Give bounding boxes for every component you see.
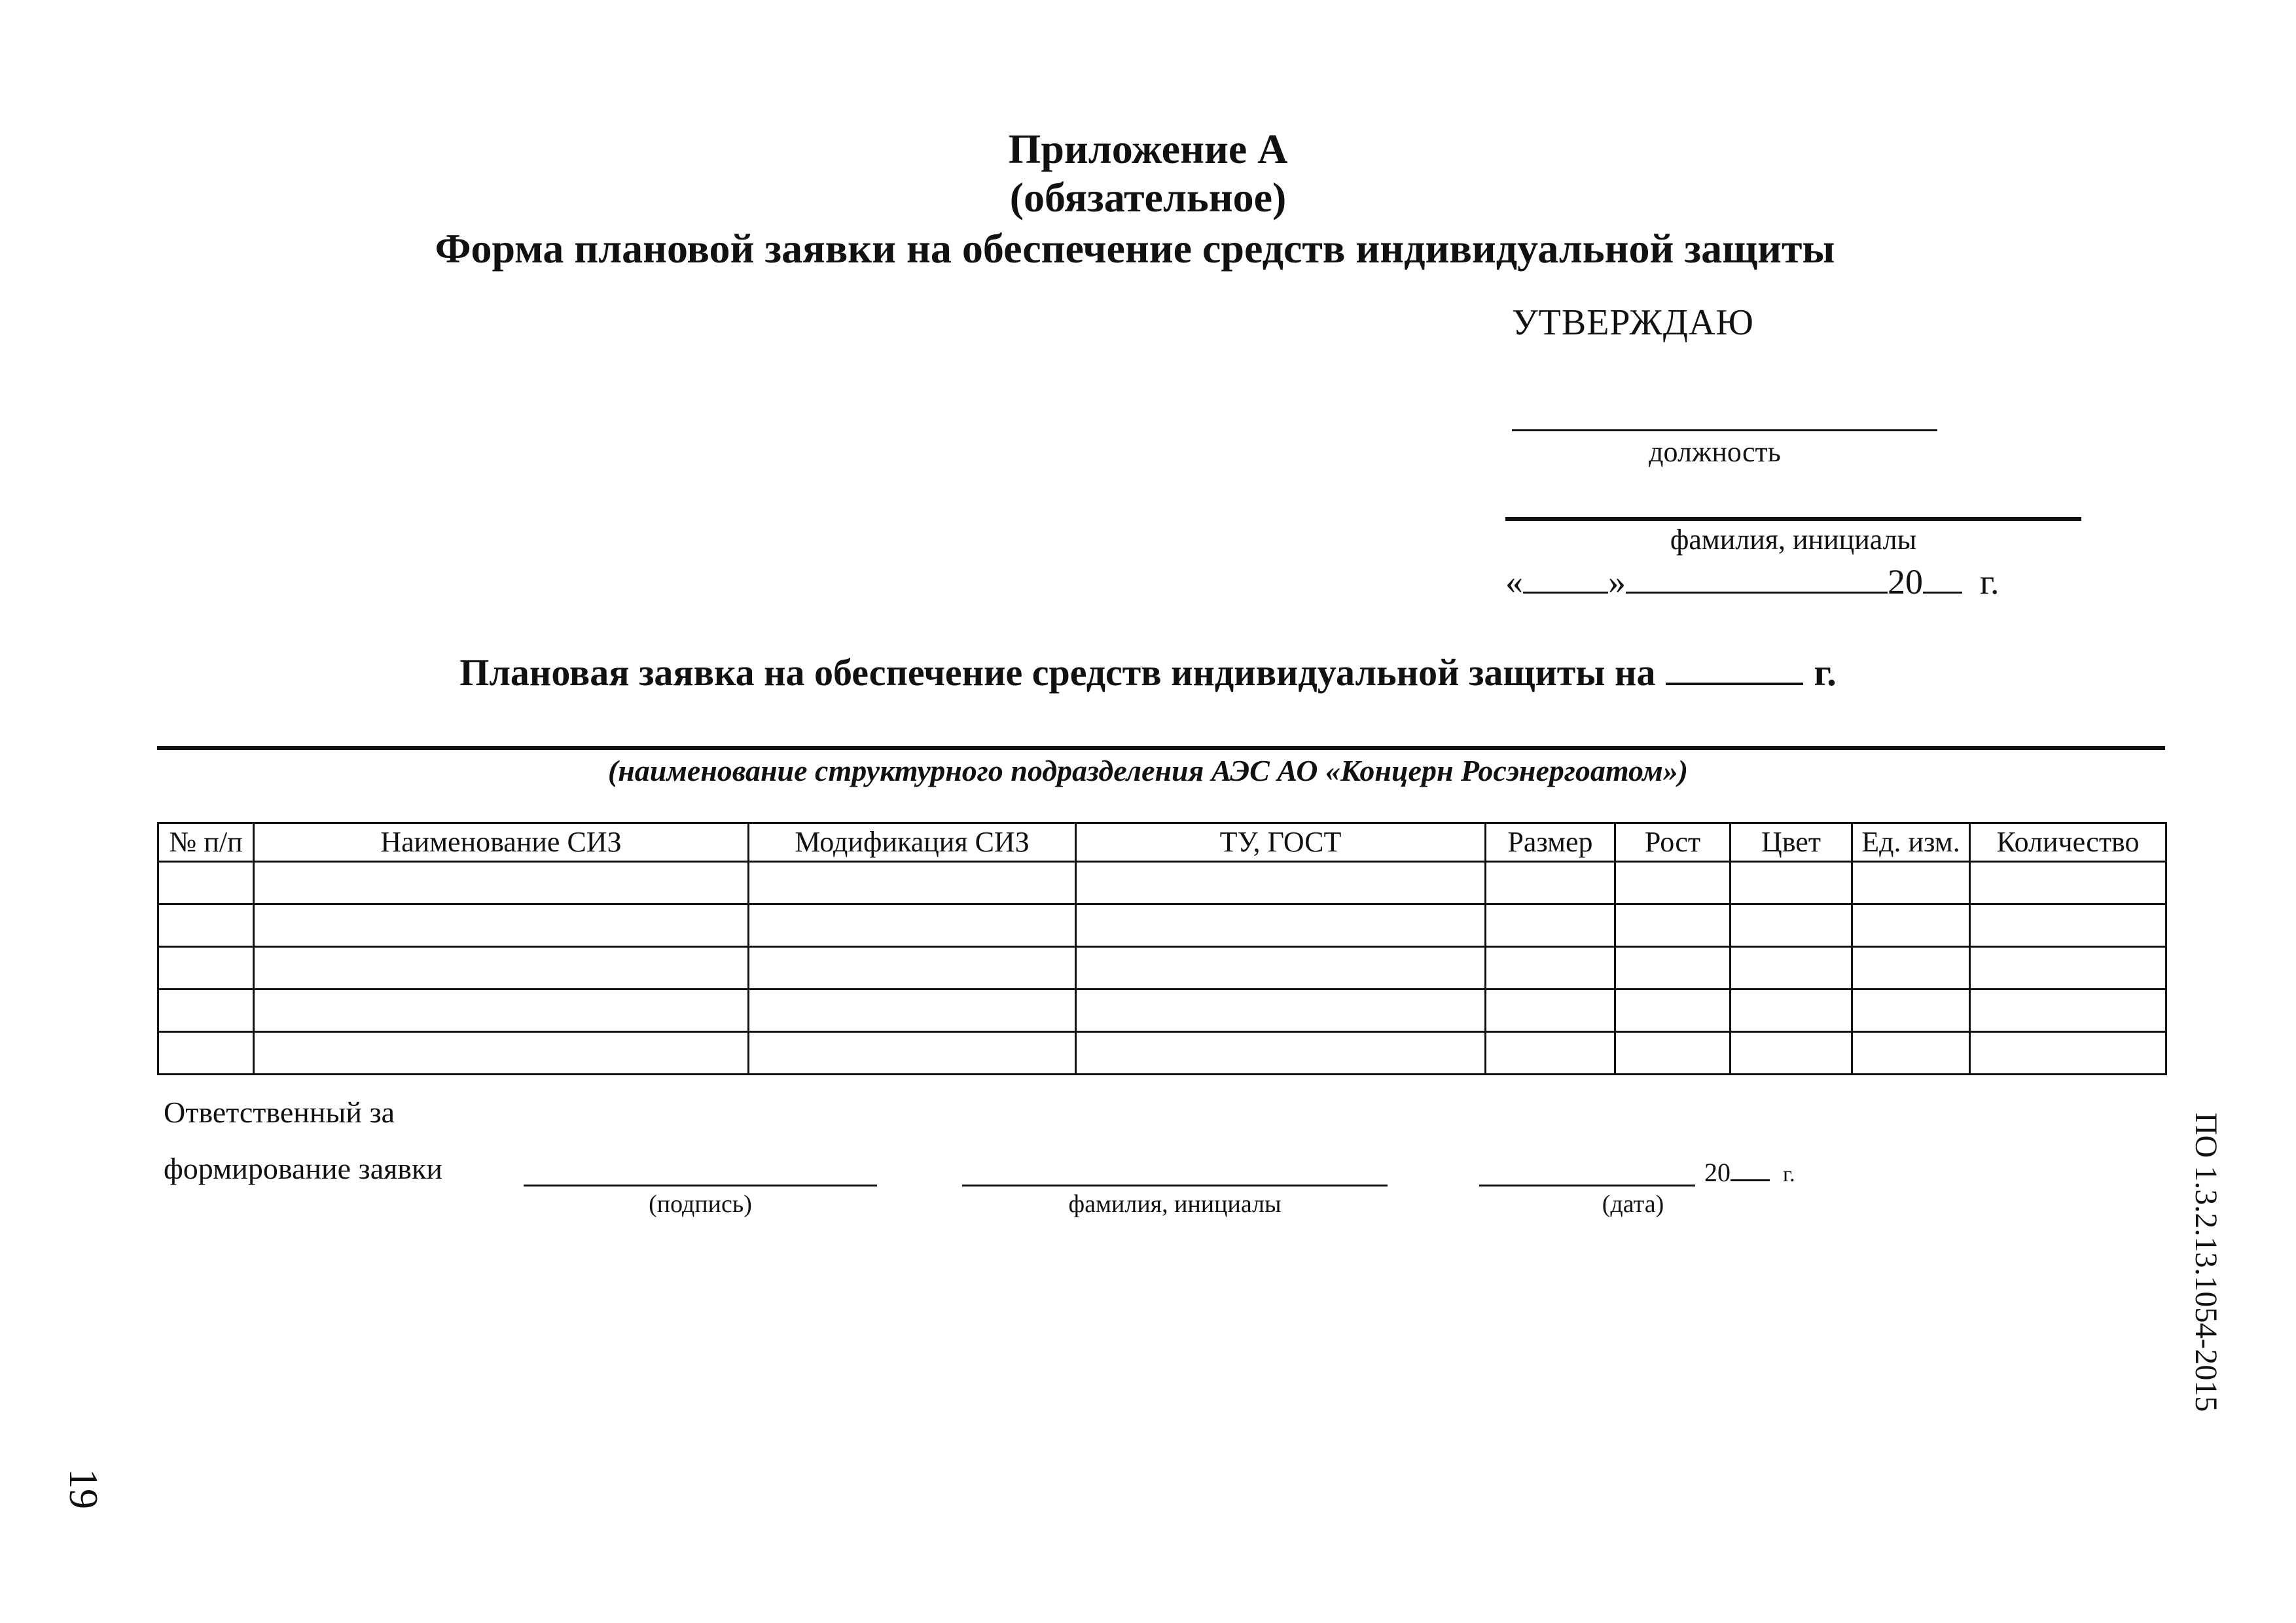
responsible-year-blank: [1731, 1153, 1770, 1181]
col-siz-name: Наименование СИЗ: [254, 823, 749, 862]
table-cell[interactable]: [749, 947, 1076, 990]
col-siz-modification: Модификация СИЗ: [749, 823, 1076, 862]
approve-label: УТВЕРЖДАЮ: [1512, 302, 1754, 343]
position-caption: должность: [1649, 436, 1781, 468]
table-row: [158, 1032, 2166, 1075]
responsible-name-line[interactable]: [962, 1185, 1388, 1186]
signature-line[interactable]: [524, 1185, 877, 1186]
table-cell[interactable]: [1076, 862, 1486, 904]
col-number: № п/п: [158, 823, 254, 862]
table-cell[interactable]: [158, 1032, 254, 1075]
request-title: [0, 648, 2296, 698]
table-cell[interactable]: [1852, 862, 1970, 904]
position-line: [1512, 429, 1937, 431]
table-cell[interactable]: [1731, 1032, 1852, 1075]
name-line: [1505, 517, 2081, 521]
table-cell[interactable]: [1076, 990, 1486, 1032]
division-caption: (наименование структурного подразделения АЭС АО «Концерн Росэнергоатом»): [607, 754, 1689, 787]
division-line: [157, 746, 2165, 750]
responsible-name-caption: фамилия, инициалы: [1068, 1190, 1282, 1218]
table-cell[interactable]: [1486, 904, 1615, 947]
table-cell[interactable]: [1615, 1032, 1731, 1075]
table-cell[interactable]: [1731, 904, 1852, 947]
table-cell[interactable]: [1486, 1032, 1615, 1075]
responsible-year: [1704, 1153, 1795, 1191]
responsible-line1: Ответственный за: [164, 1096, 395, 1129]
table-cell[interactable]: [749, 862, 1076, 904]
date-open-quote: «: [1505, 562, 1523, 601]
table-cell[interactable]: [749, 904, 1076, 947]
table-cell[interactable]: [1076, 947, 1486, 990]
date-close-quote: »: [1608, 562, 1626, 601]
table-cell[interactable]: [1970, 1032, 2166, 1075]
table-cell[interactable]: [1486, 947, 1615, 990]
appendix-title: Приложение А: [1008, 126, 1288, 172]
col-quantity: Количество: [1970, 823, 2166, 862]
table-cell[interactable]: [1852, 947, 1970, 990]
table-cell[interactable]: [1731, 862, 1852, 904]
approval-date: [1505, 558, 2068, 603]
table-row: [158, 862, 2166, 904]
date-line[interactable]: [1479, 1185, 1695, 1186]
col-tu-gost: ТУ, ГОСТ: [1076, 823, 1486, 862]
siz-request-table: [157, 822, 2167, 1075]
table-cell[interactable]: [1076, 1032, 1486, 1075]
table-cell[interactable]: [1615, 904, 1731, 947]
table-cell[interactable]: [254, 947, 749, 990]
year-blank: [1923, 558, 1962, 594]
table-body: [158, 862, 2166, 1075]
table-cell[interactable]: [749, 1032, 1076, 1075]
table-cell[interactable]: [1615, 947, 1731, 990]
table-cell[interactable]: [1731, 990, 1852, 1032]
col-height: Рост: [1615, 823, 1731, 862]
name-caption: фамилия, инициалы: [1670, 524, 1917, 556]
responsible-year-suffix: г.: [1783, 1162, 1795, 1186]
table-cell[interactable]: [1970, 904, 2166, 947]
document-code: ПО 1.3.2.13.1054-2015: [2189, 1113, 2223, 1412]
table-cell[interactable]: [1486, 990, 1615, 1032]
request-title-suffix: г.: [1814, 651, 1837, 694]
table-cell[interactable]: [1615, 862, 1731, 904]
table-cell[interactable]: [254, 862, 749, 904]
responsible-year-prefix: 20: [1704, 1158, 1731, 1187]
year-prefix: 20: [1888, 562, 1923, 601]
day-blank: [1523, 558, 1608, 594]
table-cell[interactable]: [749, 990, 1076, 1032]
table-cell[interactable]: [1970, 862, 2166, 904]
table-cell[interactable]: [1615, 990, 1731, 1032]
signature-caption: (подпись): [649, 1190, 752, 1218]
table-row: [158, 947, 2166, 990]
table-row: [158, 990, 2166, 1032]
table-cell[interactable]: [254, 904, 749, 947]
page-number: 19: [61, 1469, 105, 1509]
month-blank: [1626, 558, 1888, 594]
table-cell[interactable]: [1970, 947, 2166, 990]
table-cell[interactable]: [1486, 862, 1615, 904]
table-cell[interactable]: [1852, 904, 1970, 947]
col-color: Цвет: [1731, 823, 1852, 862]
table-cell[interactable]: [158, 904, 254, 947]
table-cell[interactable]: [1852, 990, 1970, 1032]
table-header-row: [158, 823, 2166, 862]
request-year-blank: [1666, 650, 1803, 685]
request-title-text: Плановая заявка на обеспечение средств индивидуальной защиты на: [459, 651, 1656, 694]
table-cell[interactable]: [1076, 904, 1486, 947]
table-cell[interactable]: [1852, 1032, 1970, 1075]
table-cell[interactable]: [158, 990, 254, 1032]
form-title: Форма плановой заявки на обеспечение средств индивидуальной защиты: [435, 225, 1835, 272]
col-unit: Ед. изм.: [1852, 823, 1970, 862]
table-cell[interactable]: [1731, 947, 1852, 990]
responsible-line2: формирование заявки: [164, 1152, 442, 1185]
table-cell[interactable]: [158, 862, 254, 904]
year-suffix: г.: [1980, 562, 2000, 601]
table-cell[interactable]: [1970, 990, 2166, 1032]
table-cell[interactable]: [158, 947, 254, 990]
appendix-status: (обязательное): [1009, 174, 1287, 221]
table-cell[interactable]: [254, 990, 749, 1032]
table-cell[interactable]: [254, 1032, 749, 1075]
col-size: Размер: [1486, 823, 1615, 862]
table-row: [158, 904, 2166, 947]
date-caption: (дата): [1602, 1190, 1664, 1218]
